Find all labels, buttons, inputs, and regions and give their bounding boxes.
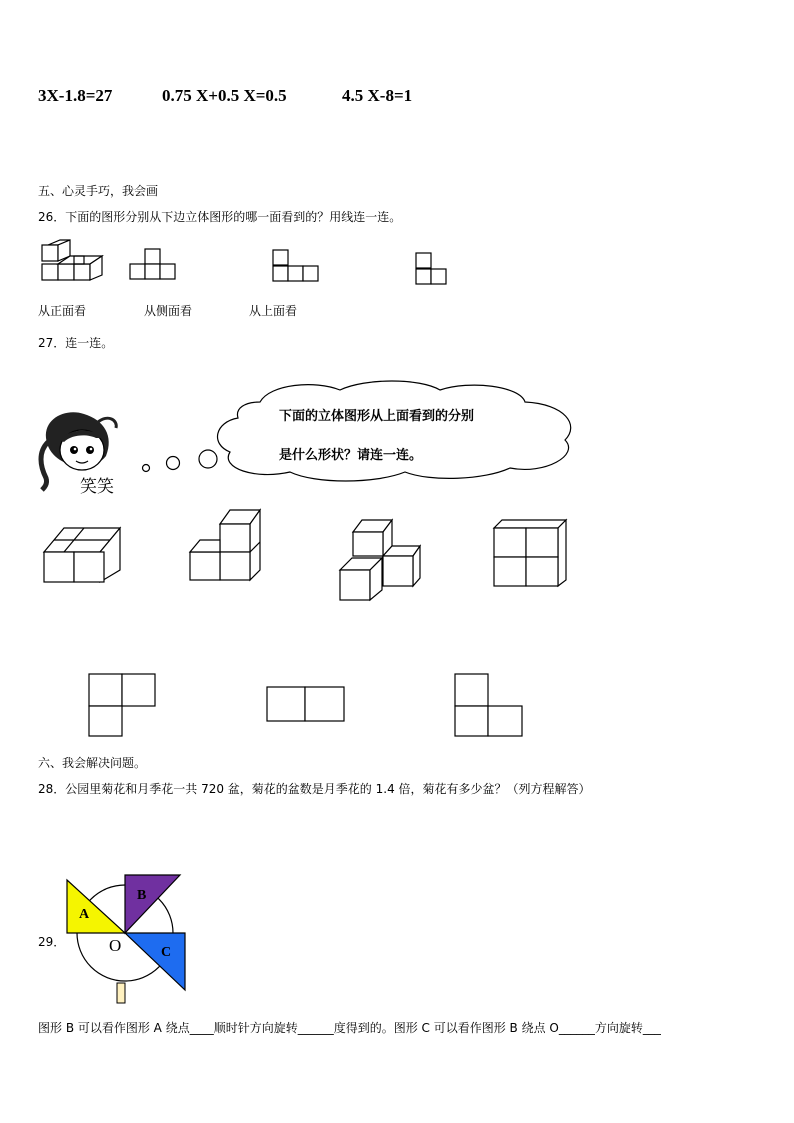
view-top-label: 从上面看 [249, 304, 298, 318]
view-side-label: 从侧面看 [144, 304, 193, 318]
question-29-label: 29． [38, 935, 66, 949]
label-c: C [161, 945, 172, 960]
label-b: B [137, 888, 147, 903]
section5-title: 五、心灵手巧，我会画 [38, 184, 159, 198]
label-a: A [79, 907, 90, 922]
question-28: 28．公园里菊花和月季花一共 720 盆，菊花的盆数是月季花的 1.4 倍，菊花有多少盆？（列方程解答） [38, 782, 591, 796]
label-o: O [109, 936, 122, 955]
section6-title: 六、我会解决问题。 [38, 756, 147, 770]
bubble-line-1: 下面的立体图形从上面看到的分别 [279, 409, 475, 424]
character-name: 笑笑 [80, 477, 114, 497]
equation-1: 3X-1.8=27 [38, 86, 113, 105]
bubble-line-2: 是什么形状？请连一连。 [279, 448, 423, 463]
equation-2: 0.75 X+0.5 X=0.5 [162, 86, 287, 105]
question-27: 27．连一连。 [38, 336, 114, 350]
view-front-label: 从正面看 [38, 304, 87, 318]
equation-3: 4.5 X-8=1 [342, 86, 413, 105]
question-29-text: 图形 B 可以看作图形 A 绕点____顺时针方向旋转______度得到的。图形 C 可以看作图形 B 绕点 O______方向旋转___ [38, 1021, 661, 1035]
question-26: 26．下面的图形分别从下边立体图形的哪一面看到的？用线连一连。 [38, 210, 402, 224]
